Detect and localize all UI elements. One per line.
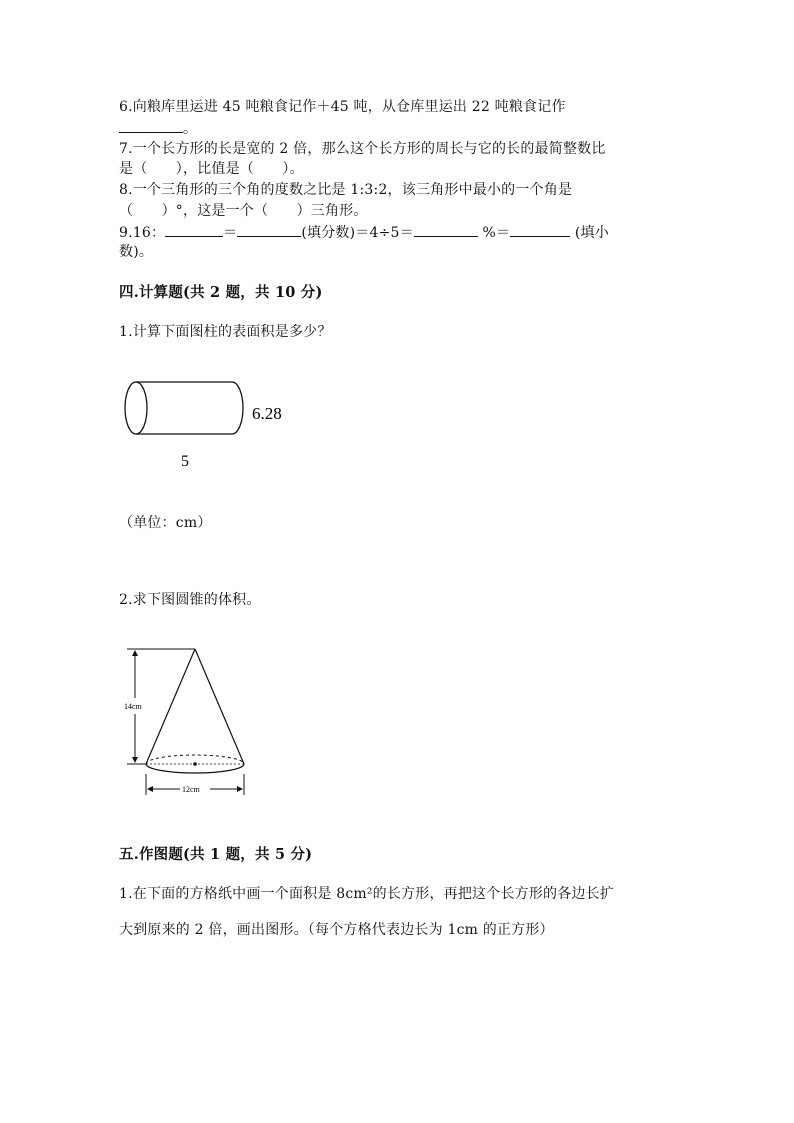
question-8-line-2: （ ）°，这是一个（ ）三角形。 (119, 203, 368, 219)
question-7-line-1: 7.一个长方形的长是宽的 2 倍，那么这个长方形的周长与它的长的最简整数比 (119, 141, 606, 157)
question-6-line-1: 6.向粮库里运进 45 吨粮食记作＋45 吨，从仓库里运出 22 吨粮食记作 (119, 99, 566, 115)
cone-center-point (193, 762, 197, 766)
section-5-question-1-line-2: 大到原来的 2 倍，画出图形。（每个方格代表边长为 1cm 的正方形） (119, 922, 554, 938)
cylinder-left-ellipse (125, 382, 147, 434)
answer-blank (414, 222, 478, 237)
answer-blank (510, 222, 570, 237)
question-9-line-1: 9.16： ＝ (填分数)＝4÷5＝ %＝ (填小 (119, 222, 609, 243)
cylinder-length-label: 5 (181, 453, 189, 470)
section-4-heading: 四.计算题(共 2 题，共 10 分) (119, 284, 323, 301)
section-4-question-1: 1.计算下面图柱的表面积是多少？ (119, 324, 332, 340)
cone-diameter-label: 12cm (182, 785, 200, 794)
section-5-question-1-line-1: 1.在下面的方格纸中画一个面积是 8cm²的长方形，再把这个长方形的各边长扩 (119, 886, 615, 902)
cylinder-figure (120, 375, 300, 475)
cylinder-height-label: 6.28 (252, 404, 282, 423)
answer-blank (237, 222, 301, 237)
question-6-line-2: 。 (119, 118, 197, 139)
unit-note: （单位：cm） (119, 515, 212, 531)
question-8-line-1: 8.一个三角形的三个角的度数之比是 1:3:2，该三角形中最小的一个角是 (119, 182, 573, 198)
cone-left-side (146, 649, 195, 764)
section-5-heading: 五.作图题(共 1 题，共 5 分) (119, 846, 313, 863)
answer-blank (119, 118, 183, 133)
cone-right-side (195, 649, 244, 764)
section-4-question-2: 2.求下图圆锥的体积。 (119, 592, 261, 608)
cylinder-right-arc (232, 382, 243, 434)
answer-blank (165, 222, 223, 237)
question-9-line-2: 数)。 (119, 244, 154, 260)
cone-height-label: 14cm (124, 702, 142, 711)
question-7-line-2: 是（ ），比值是（ ）。 (119, 161, 304, 177)
cone-figure (120, 640, 260, 805)
